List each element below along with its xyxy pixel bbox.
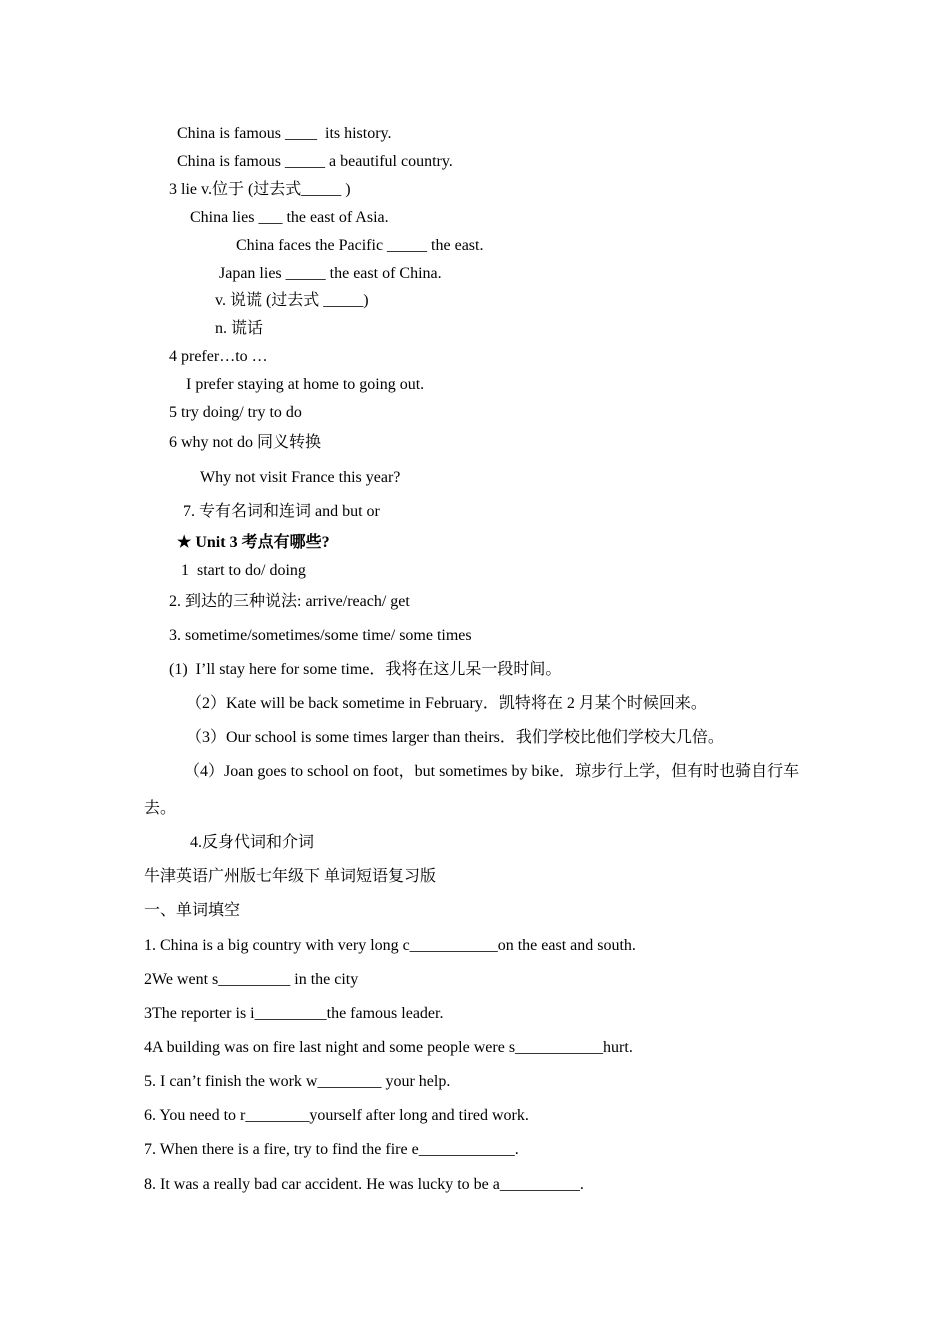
text-line: 3 lie v.位于 (过去式_____ ) bbox=[169, 181, 351, 198]
text-line: 2. 到达的三种说法: arrive/reach/ get bbox=[169, 593, 410, 610]
section-heading: 一、单词填空 bbox=[144, 902, 241, 919]
text-line: v. 说谎 (过去式 _____) bbox=[215, 292, 369, 309]
text-line: （2）Kate will be back sometime in February．凯特将在 2 月某个时候回来。 bbox=[186, 695, 707, 712]
text-line: Japan lies _____ the east of China. bbox=[219, 265, 442, 282]
text-line: 去。 bbox=[144, 800, 177, 817]
text-line: 1 start to do/ doing bbox=[181, 562, 306, 579]
text-line: 4.反身代词和介词 bbox=[190, 834, 315, 851]
text-line: (1) I’ll stay here for some time．我将在这儿呆一段时间。 bbox=[169, 661, 562, 678]
text-line: 5 try doing/ try to do bbox=[169, 404, 302, 421]
text-line: China faces the Pacific _____ the east. bbox=[236, 237, 484, 254]
text-line: 4 prefer…to … bbox=[169, 348, 268, 365]
text-line: China lies ___ the east of Asia. bbox=[190, 209, 389, 226]
text-line: 3. sometime/sometimes/some time/ some times bbox=[169, 627, 472, 644]
text-line: 6 why not do 同义转换 bbox=[169, 434, 322, 451]
document-title: 牛津英语广州版七年级下 单词短语复习版 bbox=[144, 868, 437, 885]
exercise-item: 1. China is a big country with very long c___________on the east and south. bbox=[144, 937, 636, 954]
text-line: China is famous _____ a beautiful country. bbox=[177, 153, 453, 170]
exercise-item: 7. When there is a fire, try to find the fire e____________. bbox=[144, 1141, 519, 1158]
exercise-item: 2We went s_________ in the city bbox=[144, 971, 359, 988]
exercise-item: 6. You need to r________yourself after long and tired work. bbox=[144, 1107, 529, 1124]
section-heading: ★ Unit 3 考点有哪些? bbox=[177, 534, 330, 551]
exercise-item: 3The reporter is i_________the famous leader. bbox=[144, 1005, 444, 1022]
text-line: （4）Joan goes to school on foot，but sometimes by bike．琼步行上学，但有时也骑自行车 bbox=[184, 763, 800, 780]
text-line: 7. 专有名词和连词 and but or bbox=[183, 503, 380, 520]
exercise-item: 8. It was a really bad car accident. He was lucky to be a__________. bbox=[144, 1176, 584, 1193]
exercise-item: 5. I can’t finish the work w________ your help. bbox=[144, 1073, 451, 1090]
text-line: （3）Our school is some times larger than theirs．我们学校比他们学校大几倍。 bbox=[186, 729, 724, 746]
text-line: I prefer staying at home to going out. bbox=[186, 376, 425, 393]
exercise-item: 4A building was on fire last night and some people were s___________hurt. bbox=[144, 1039, 633, 1056]
text-line: n. 谎话 bbox=[215, 320, 264, 337]
text-line: China is famous ____ its history. bbox=[177, 125, 392, 142]
text-line: Why not visit France this year? bbox=[200, 469, 401, 486]
